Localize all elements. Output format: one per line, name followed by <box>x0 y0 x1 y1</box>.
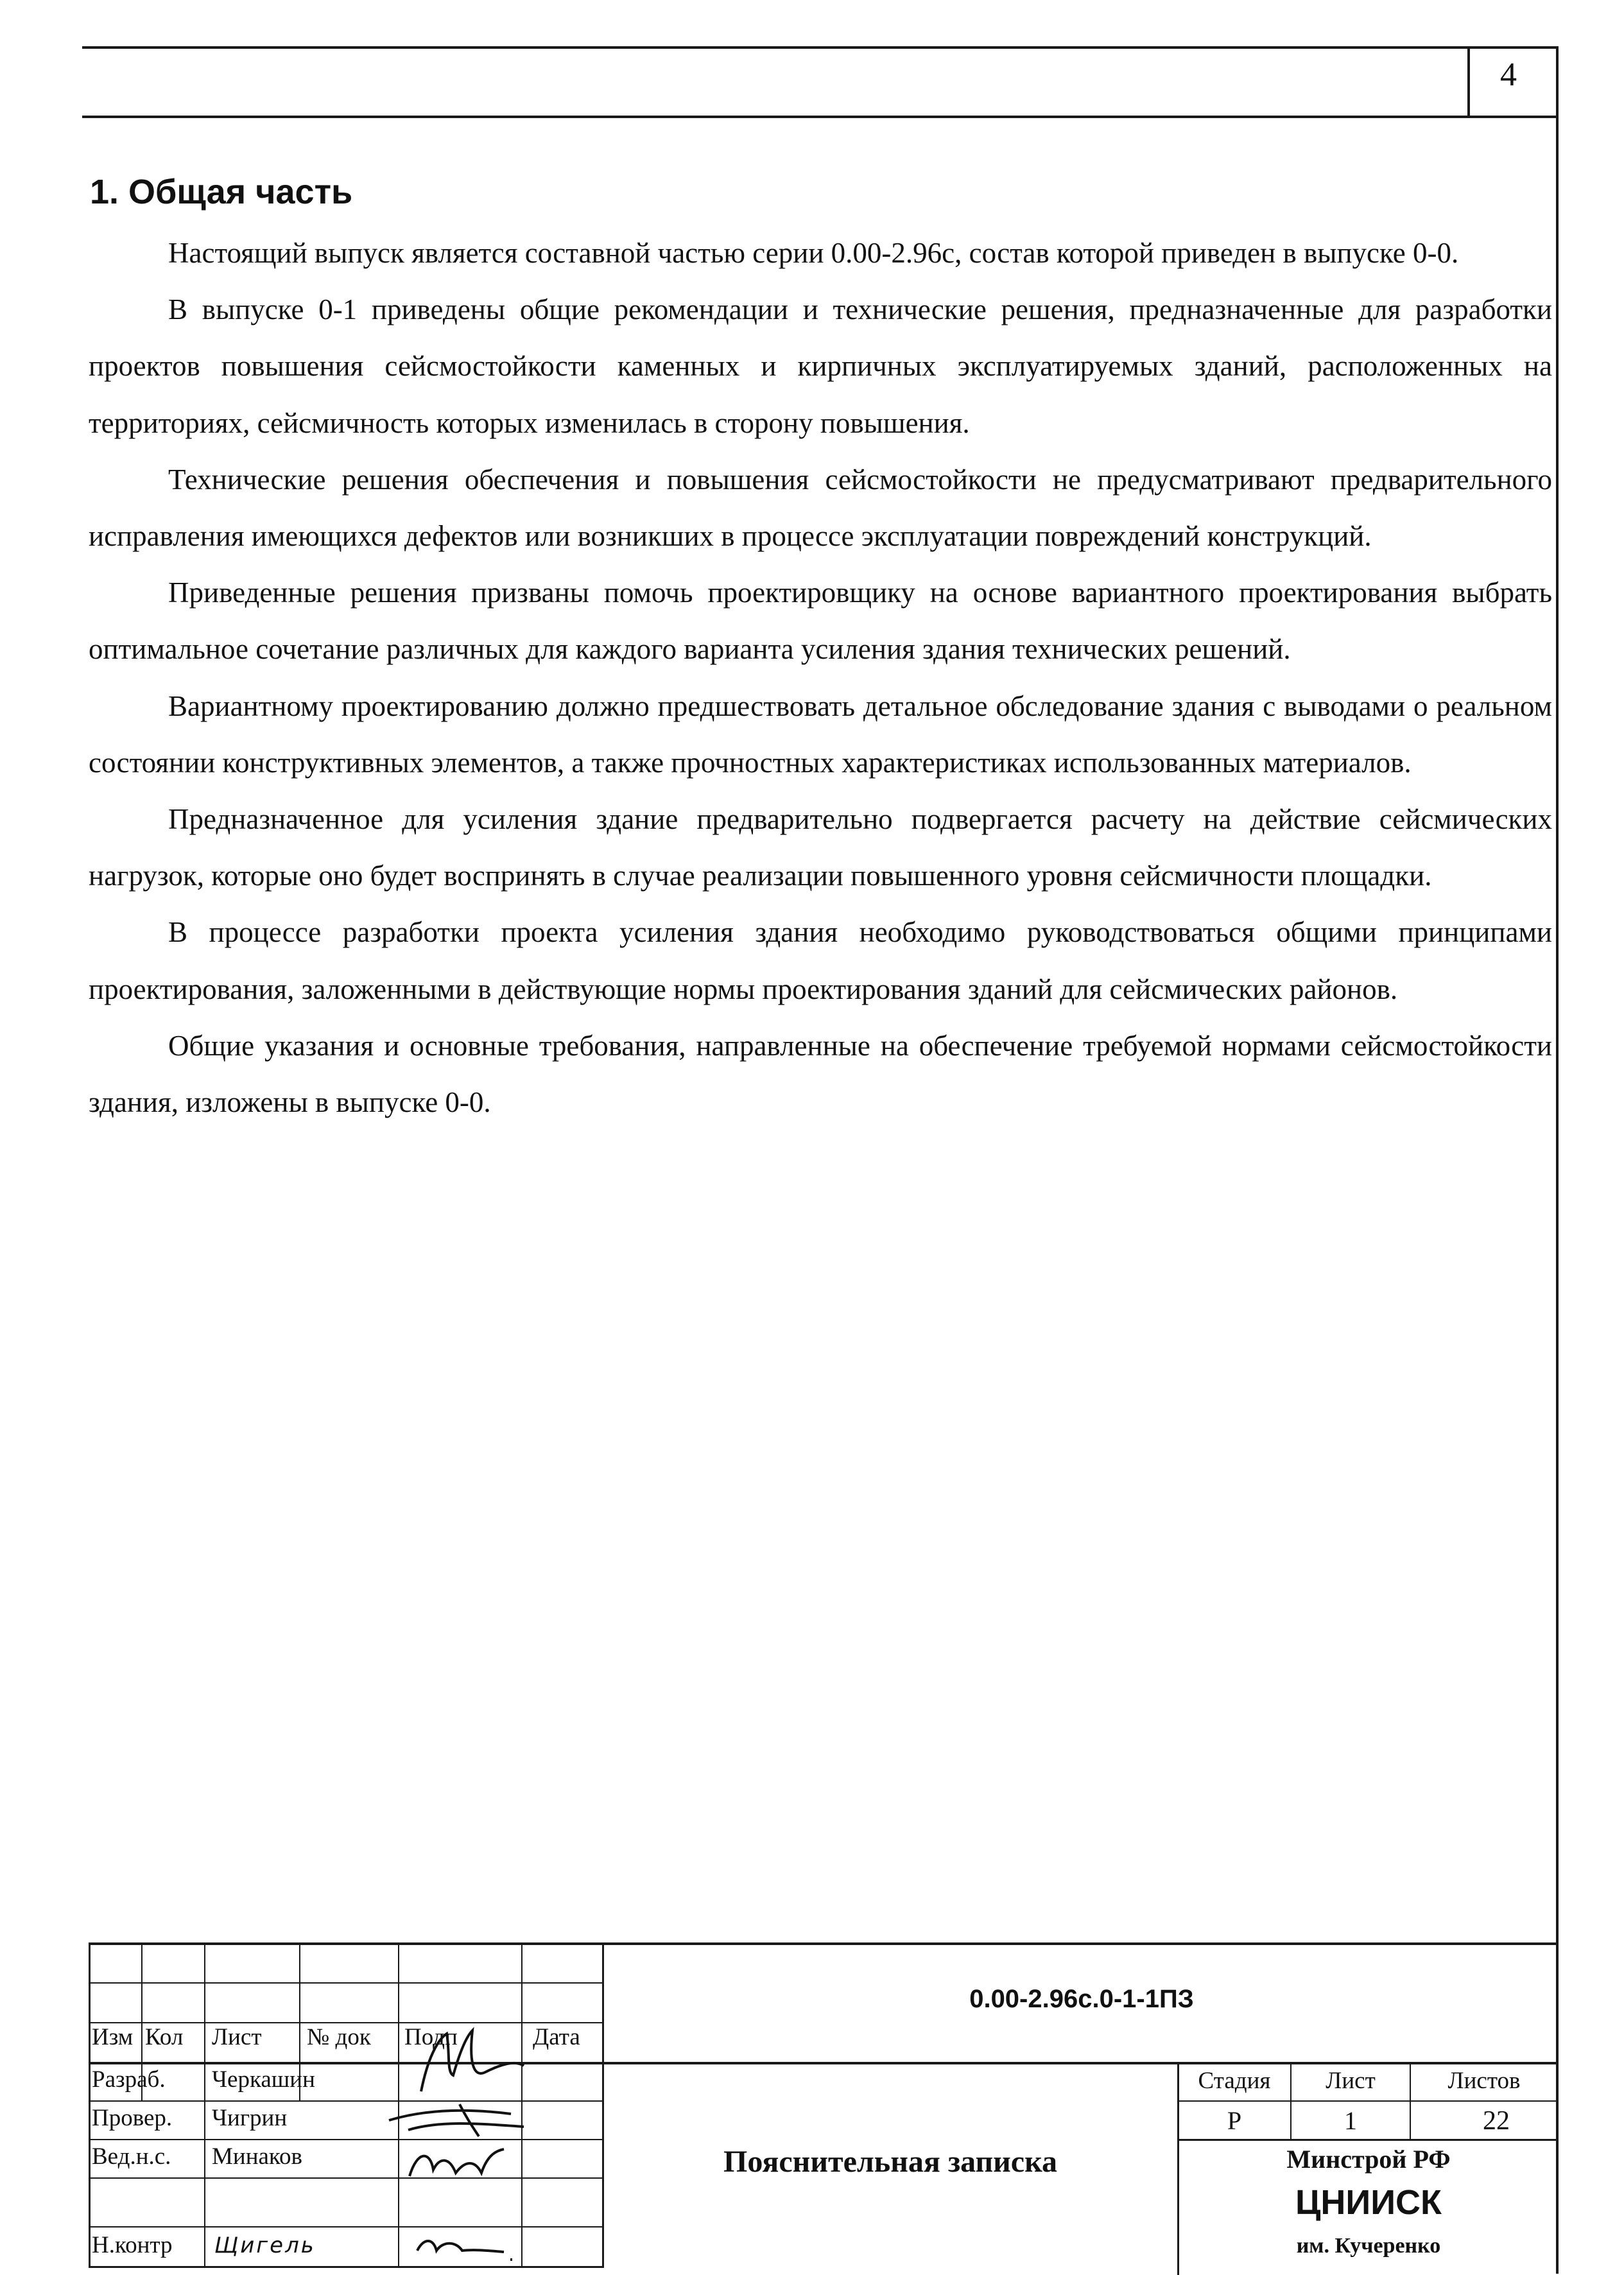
signature-lead-researcher <box>404 2144 507 2185</box>
stamp-header-line <box>89 2062 1559 2064</box>
role-lead-researcher: Вед.н.с. <box>92 2143 171 2170</box>
name-norm-control: Щигель <box>214 2233 316 2258</box>
paragraph: Технические решения обеспечения и повышения сейсмостойкости не предусматривают предварительного исправления имеющихся дефектов или возникших в процессе эксплуатации повреждений конструкций. <box>89 463 1552 553</box>
section-heading: 1. Общая часть <box>90 173 353 211</box>
stage-row-line <box>1177 2100 1559 2102</box>
stamp-top-line <box>89 1942 1559 1945</box>
body-text <box>89 225 1552 1130</box>
signature-norm-control <box>411 2231 520 2266</box>
stamp-row-line <box>89 1982 602 1984</box>
stage-label: Стадия <box>1198 2068 1271 2094</box>
paragraph: Общие указания и основные требования, направленные на обеспечение требуемой нормами сейсмостойкости здания, изложены в выпуске 0-0. <box>89 1029 1552 1119</box>
stamp-bottom-line <box>89 2266 602 2268</box>
sheets-value: 22 <box>1483 2106 1510 2136</box>
role-developer: Разраб. <box>92 2066 166 2093</box>
paragraph: Предназначенное для усиления здание предварительно подвергается расчету на действие сейсмических нагрузок, которые оно будет воспринять в случае реализации повышенного уровня сейсмичности площадки. <box>89 803 1552 892</box>
right-frame-line <box>1556 46 1559 2274</box>
stamp-col-line <box>89 1942 91 2268</box>
paragraph: В выпуске 0-1 приведены общие рекомендации и технические решения, предназначенные для разработки проектов повышения сейсмостойкости каменных и кирпичных эксплуатируемых зданий, расположенных на территориях, сейсмичность которых изменилась в сторону повышения. <box>89 293 1552 439</box>
paragraph: В процессе разработки проекта усиления здания необходимо руководствоваться общими принципами проектирования, заложенными в действующие нормы проектирования зданий для сейсмических районов. <box>89 916 1552 1005</box>
signature-developer <box>402 2014 530 2104</box>
header-list: Лист <box>212 2024 262 2050</box>
stamp-row-line <box>89 2177 602 2179</box>
signature-checker <box>383 2098 530 2143</box>
paragraph: Вариантному проектированию должно предшествовать детальное обследование здания с выводами о реальном состоянии конструктивных элементов, а также прочностных характеристиках использованных материалов. <box>89 689 1552 779</box>
stamp-col-line <box>204 1942 205 2268</box>
sheets-label: Листов <box>1447 2068 1521 2094</box>
stamp-row-line <box>89 2226 602 2227</box>
paragraph: Настоящий выпуск является составной частью серии 0.00-2.96с, состав которой приведен в выпуске 0-0. <box>168 237 1459 269</box>
document-code: 0.00-2.96с.0-1-1ПЗ <box>969 1985 1194 2013</box>
sheet-value: 1 <box>1344 2106 1357 2135</box>
name-checker: Чигрин <box>212 2105 288 2131</box>
top-rule <box>82 46 1559 49</box>
document-title: Пояснительная записка <box>723 2145 1058 2179</box>
header-izm: Изм <box>92 2024 134 2050</box>
stage-value: Р <box>1227 2106 1242 2135</box>
paragraph: Приведенные решения призваны помочь проектировщику на основе вариантного проектирования выбрать оптимальное сочетание различных для каждого варианта усиления здания технических решений. <box>89 576 1552 666</box>
page-number: 4 <box>1500 56 1517 93</box>
org-name: ЦНИИСК <box>1295 2183 1442 2222</box>
role-checker: Провер. <box>92 2105 173 2131</box>
header-kol: Кол <box>145 2024 184 2050</box>
role-norm-control: Н.контр <box>92 2232 173 2258</box>
stage-row-line <box>1177 2139 1559 2141</box>
name-developer: Черкашин <box>212 2066 315 2093</box>
org-ministry: Минстрой РФ <box>1286 2145 1451 2174</box>
header-podp: Подп <box>404 2024 458 2050</box>
header-ndok: № док <box>307 2024 371 2050</box>
name-lead-researcher: Минаков <box>212 2143 302 2170</box>
header-rule <box>82 116 1559 118</box>
header-data: Дата <box>533 2024 580 2050</box>
org-named-after: им. Кучеренко <box>1296 2234 1441 2258</box>
sheet-label: Лист <box>1326 2068 1376 2094</box>
